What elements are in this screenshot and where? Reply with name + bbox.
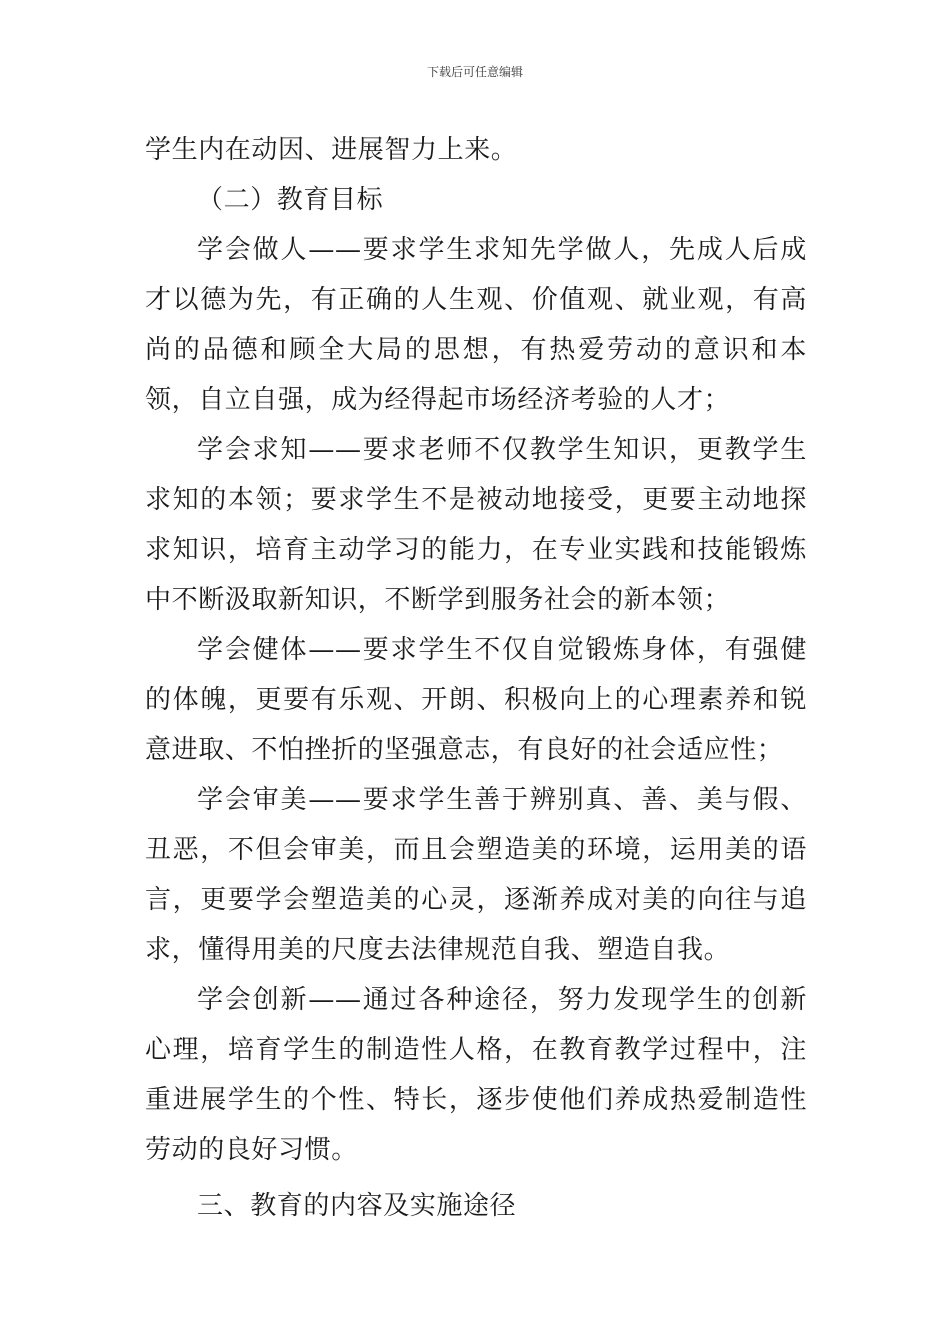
goal-paragraph-learn-fitness: 学会健体——要求学生不仅自觉锻炼身体，有强健的体魄，更要有乐观、开朗、积极向上的心理素养和锐意进取、不怕挫折的坚强意志，有良好的社会适应性； [145,635,807,765]
goal-paragraph-learn-aesthetics: 学会审美——要求学生善于辨别真、善、美与假、丑恶，不但会审美，而且会塑造美的环境，运用美的语言，更要学会塑造美的心灵，逐渐养成对美的向往与追求，懂得用美的尺度去法律规范自我、塑造自我。 [145,785,807,965]
goal-paragraph-learn-to-know: 学会求知——要求老师不仅教学生知识，更教学生求知的本领；要求学生不是被动地接受，更要主动地探求知识，培育主动学习的能力，在专业实践和技能锻炼中不断汲取新知识，不断学到服务社会的新本领； [145,435,807,615]
section-heading-education-goals: （二）教育目标 [197,185,384,215]
goal-paragraph-learn-innovation: 学会创新——通过各种途径，努力发现学生的创新心理，培育学生的制造性人格，在教育教学过程中，注重进展学生的个性、特长，逐步使他们养成热爱制造性劳动的良好习惯。 [145,985,807,1165]
document-body [145,125,807,1231]
continuation-paragraph: 学生内在动因、进展智力上来。 [145,135,518,165]
page-header-note: 下载后可任意编辑 [426,65,523,79]
section-heading-content-and-approach: 三、教育的内容及实施途径 [197,1191,517,1221]
goal-paragraph-learn-to-be: 学会做人——要求学生求知先学做人，先成人后成才以德为先，有正确的人生观、价值观、就业观，有高尚的品德和顾全大局的思想，有热爱劳动的意识和本领，自立自强，成为经得起市场经济考验的人才； [145,235,807,415]
